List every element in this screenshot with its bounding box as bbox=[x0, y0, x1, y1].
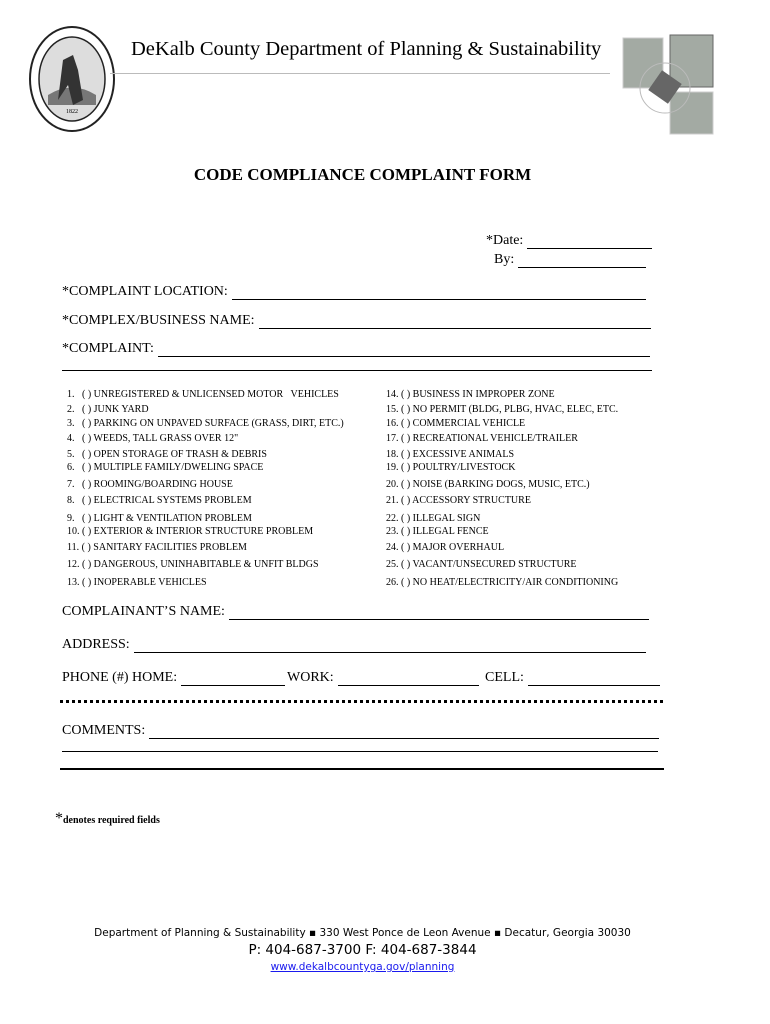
complaint-type-option[interactable]: 5. ( ) OPEN STORAGE OF TRASH & DEBRIS bbox=[67, 449, 267, 460]
complaint-location-field[interactable] bbox=[62, 284, 646, 300]
complainant-name-label: COMPLAINANT’S NAME: bbox=[62, 604, 225, 619]
complaint-type-option[interactable]: 17. ( ) RECREATIONAL VEHICLE/TRAILER bbox=[386, 433, 578, 444]
comments-line-2[interactable] bbox=[62, 751, 658, 752]
dotted-divider bbox=[60, 700, 663, 703]
comments-label: COMMENTS: bbox=[62, 723, 146, 738]
address-label: ADDRESS: bbox=[62, 637, 130, 652]
business-name-label: *COMPLEX/BUSINESS NAME: bbox=[62, 313, 255, 328]
date-field[interactable] bbox=[486, 233, 652, 249]
complaint-type-option[interactable]: 26. ( ) NO HEAT/ELECTRICITY/AIR CONDITIONING bbox=[386, 577, 619, 588]
required-note bbox=[55, 810, 160, 828]
phone-home-field[interactable] bbox=[62, 670, 285, 686]
complaint-type-option[interactable]: 15. ( ) NO PERMIT (BLDG, PLBG, HVAC, ELEC, ETC. bbox=[386, 404, 619, 415]
phone-work-label: WORK: bbox=[287, 670, 334, 685]
comments-field[interactable] bbox=[62, 723, 659, 739]
footer-address: Department of Planning & Sustainability ▪ 330 West Ponce de Leon Avenue ▪ Decatur, Georgia 30030 bbox=[94, 927, 631, 939]
complaint-type-option[interactable]: 3. ( ) PARKING ON UNPAVED SURFACE (GRASS, DIRT, ETC.) bbox=[67, 418, 344, 429]
complaint-type-option[interactable]: 23. ( ) ILLEGAL FENCE bbox=[386, 526, 489, 537]
complaint-label: *COMPLAINT: bbox=[62, 341, 154, 356]
form-title: CODE COMPLIANCE COMPLAINT FORM bbox=[193, 165, 532, 184]
complaint-type-option[interactable]: 20. ( ) NOISE (BARKING DOGS, MUSIC, ETC.) bbox=[386, 479, 590, 490]
complaint-type-option[interactable]: 22. ( ) ILLEGAL SIGN bbox=[386, 513, 481, 524]
footer-website-link[interactable]: www.dekalbcountyga.gov/planning bbox=[270, 961, 455, 973]
footer-phone: P: 404-687-3700 F: 404-687-3844 bbox=[248, 942, 477, 958]
complainant-name-field[interactable] bbox=[62, 604, 649, 620]
complaint-type-option[interactable]: 11. ( ) SANITARY FACILITIES PROBLEM bbox=[67, 542, 247, 553]
complaint-type-option[interactable]: 7. ( ) ROOMING/BOARDING HOUSE bbox=[67, 479, 233, 490]
phone-cell-field[interactable] bbox=[485, 670, 660, 686]
complaint-field[interactable] bbox=[62, 341, 650, 357]
required-star: * bbox=[55, 810, 63, 827]
complaint-type-option[interactable]: 13. ( ) INOPERABLE VEHICLES bbox=[67, 577, 207, 588]
complaint-type-option[interactable]: 25. ( ) VACANT/UNSECURED STRUCTURE bbox=[386, 559, 577, 570]
phone-home-label: PHONE (#) HOME: bbox=[62, 670, 178, 685]
complaint-type-option[interactable]: 12. ( ) DANGEROUS, UNINHABITABLE & UNFIT BLDGS bbox=[67, 559, 319, 570]
phone-work-field[interactable] bbox=[287, 670, 479, 686]
date-label: *Date: bbox=[486, 233, 524, 248]
svg-text:1822: 1822 bbox=[66, 109, 78, 115]
department-title: DeKalb County Department of Planning & Sustainability bbox=[131, 38, 602, 60]
complaint-type-option[interactable]: 19. ( ) POULTRY/LIVESTOCK bbox=[386, 462, 516, 473]
header-divider bbox=[110, 73, 610, 74]
county-seal-logo bbox=[28, 25, 116, 133]
by-label: By: bbox=[494, 252, 515, 267]
complaint-type-option[interactable]: 18. ( ) EXCESSIVE ANIMALS bbox=[386, 449, 515, 460]
complaint-type-option[interactable]: 1. ( ) UNREGISTERED & UNLICENSED MOTOR VEHICLES bbox=[67, 389, 339, 400]
required-note-text: denotes required fields bbox=[63, 815, 160, 826]
complaint-type-option[interactable]: 2. ( ) JUNK YARD bbox=[67, 404, 149, 415]
complaint-type-option[interactable]: 6. ( ) MULTIPLE FAMILY/DWELING SPACE bbox=[67, 462, 264, 473]
complaint-type-option[interactable]: 4. ( ) WEEDS, TALL GRASS OVER 12" bbox=[67, 433, 239, 444]
complaint-type-option[interactable]: 8. ( ) ELECTRICAL SYSTEMS PROBLEM bbox=[67, 495, 252, 506]
complaint-type-option[interactable]: 9. ( ) LIGHT & VENTILATION PROBLEM bbox=[67, 513, 252, 524]
by-field[interactable] bbox=[494, 252, 646, 268]
business-name-field[interactable] bbox=[62, 313, 651, 329]
complaint-location-label: *COMPLAINT LOCATION: bbox=[62, 284, 228, 299]
complaint-type-option[interactable]: 21. ( ) ACCESSORY STRUCTURE bbox=[386, 495, 531, 506]
address-field[interactable] bbox=[62, 637, 646, 653]
section-divider bbox=[60, 768, 664, 770]
complaint-line-2[interactable] bbox=[62, 370, 652, 371]
phone-cell-label: CELL: bbox=[485, 670, 524, 685]
complaint-type-option[interactable]: 16. ( ) COMMERCIAL VEHICLE bbox=[386, 418, 526, 429]
complaint-type-option[interactable]: 14. ( ) BUSINESS IN IMPROPER ZONE bbox=[386, 389, 555, 400]
complaint-type-option[interactable]: 10. ( ) EXTERIOR & INTERIOR STRUCTURE PROBLEM bbox=[67, 526, 314, 537]
department-logo bbox=[615, 30, 720, 140]
complaint-type-option[interactable]: 24. ( ) MAJOR OVERHAUL bbox=[386, 542, 505, 553]
